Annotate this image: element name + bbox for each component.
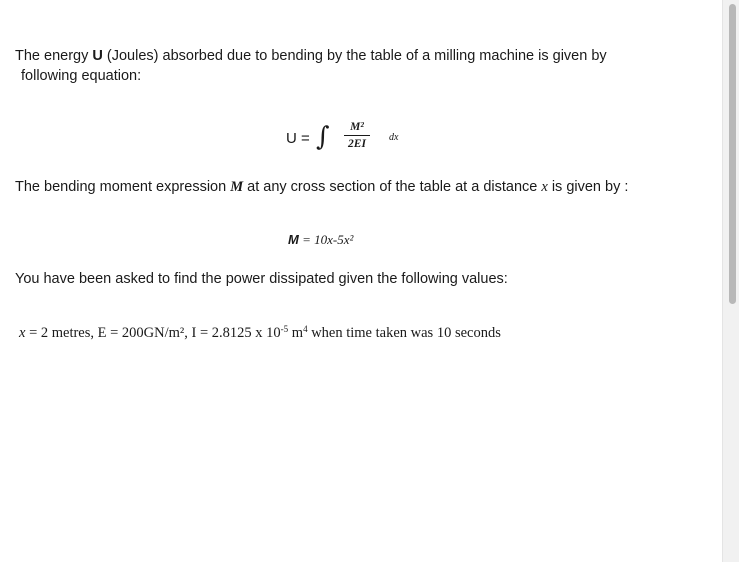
bending-text-mid: at any cross section of the table at a distance bbox=[243, 179, 542, 195]
unit-exponent: 4 bbox=[303, 324, 308, 334]
values-text: = 2 metres, E = 200GN/m², I = 2.8125 x 10 bbox=[25, 325, 281, 341]
fraction-denominator: 2EI bbox=[348, 138, 366, 150]
moment-symbol: M bbox=[230, 179, 244, 195]
vertical-scrollbar[interactable] bbox=[722, 0, 739, 562]
energy-symbol: U bbox=[92, 48, 103, 64]
intro-line-2: following equation: bbox=[21, 68, 142, 84]
fraction-bar bbox=[344, 135, 370, 136]
intro-text: The energy bbox=[15, 48, 93, 64]
exponent: -5 bbox=[280, 324, 289, 334]
moment-equation-lhs: M bbox=[288, 232, 299, 247]
bending-text-end: is given by : bbox=[547, 179, 629, 195]
unit-text: m bbox=[288, 325, 304, 341]
x-variable: x bbox=[19, 325, 26, 341]
bending-text: The bending moment expression bbox=[15, 179, 231, 195]
intro-text-rest: (Joules) absorbed due to bending by the table of a milling machine is given by bbox=[102, 48, 607, 64]
given-values bbox=[19, 324, 501, 342]
moment-equation bbox=[288, 232, 353, 248]
intro-line-1 bbox=[15, 46, 607, 66]
question-sentence: You have been asked to find the power dissipated given the following values: bbox=[15, 271, 508, 287]
fraction-numerator: M² bbox=[350, 121, 364, 133]
time-text: when time taken was 10 seconds bbox=[307, 325, 501, 341]
distance-symbol: x bbox=[541, 179, 548, 195]
equation-fraction bbox=[344, 120, 370, 151]
integral-sign: ∫ bbox=[316, 122, 330, 152]
energy-equation bbox=[286, 118, 416, 162]
equation-lhs: U = bbox=[286, 130, 310, 147]
bending-moment-sentence bbox=[15, 177, 628, 197]
equation-differential: dx bbox=[389, 132, 399, 143]
scrollbar-thumb[interactable] bbox=[729, 4, 736, 304]
moment-equation-rhs: = 10x-5x² bbox=[298, 232, 354, 247]
